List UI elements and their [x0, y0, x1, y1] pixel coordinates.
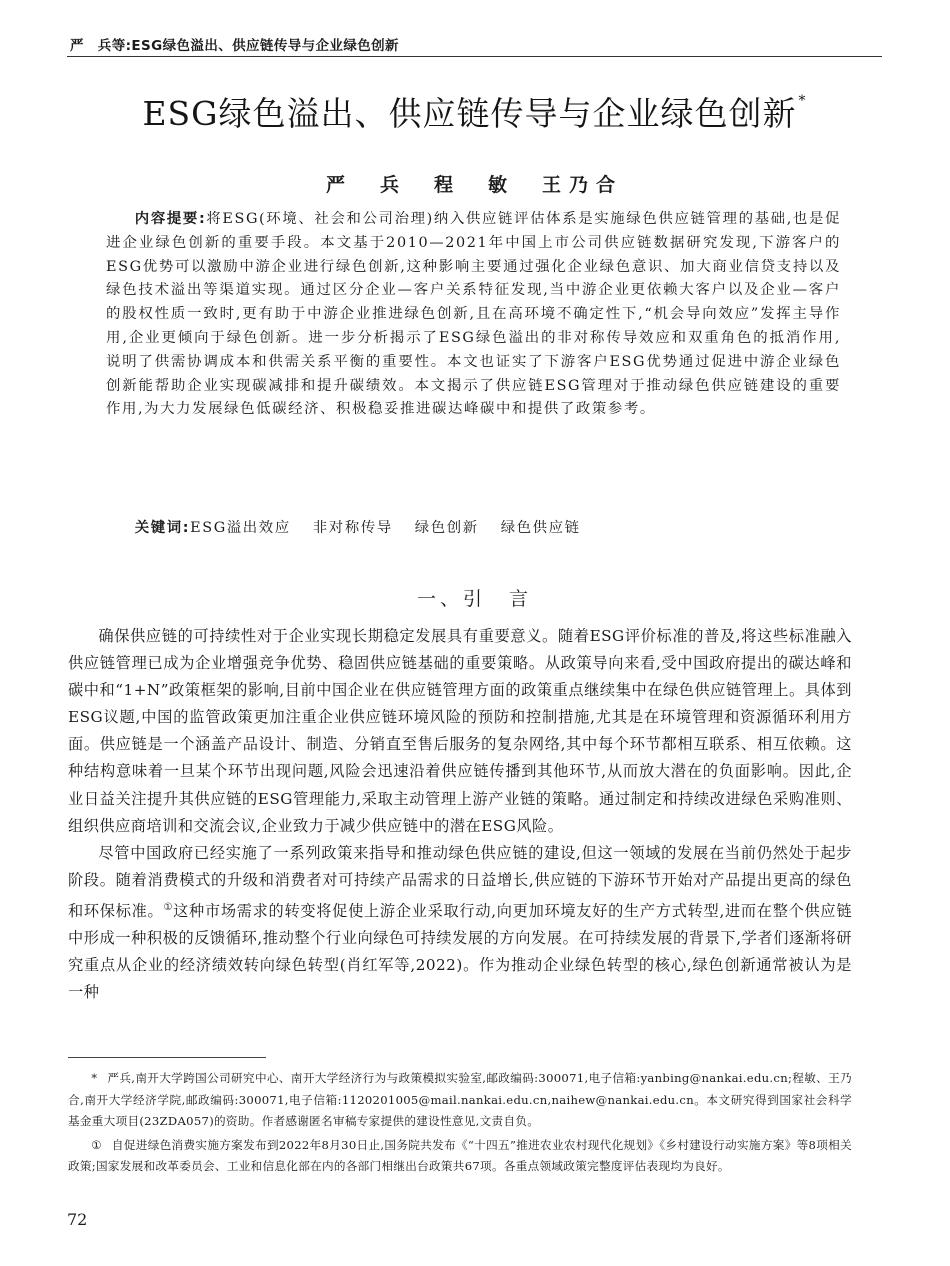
footnote-reference[interactable]: ① — [163, 901, 174, 913]
keyword: ESG溢出效应 — [190, 520, 291, 536]
footnote-text: 严兵,南开大学跨国公司研究中心、南开大学经济行为与政策模拟实验室,邮政编码:300071,电子信箱:yanbing@nankai.edu.cn;程敏、王乃合,南开大学经济学院,邮政编码:300071,电子信箱:1120201005@mail.nankai.edu.cn,naihew@nankai.edu.cn。本文研究得到国家社会科学基金重大项目(23ZDA057)的资助。作者感谢匿名审稿专家提供的建设性意见,文责自负。 — [68, 1071, 852, 1129]
keyword: 非对称传导 — [312, 520, 393, 536]
author-list: 严 兵 程 敏 王乃合 — [325, 174, 623, 196]
body-text — [68, 623, 852, 1006]
keyword: 绿色创新 — [414, 520, 479, 536]
keywords — [106, 516, 841, 537]
abstract — [106, 208, 841, 422]
title-footnote-mark: * — [798, 93, 807, 109]
body-paragraph-text: 尽管中国政府已经实施了一系列政策来指导和推动绿色供应链的建设,但这一领域的发展在当前仍然处于起步阶段。随着消费模式的升级和消费者对可持续产品需求的日益增长,供应链的下游环节开始对产品提出更高的绿色和环保标准。 — [68, 843, 852, 920]
footnote-mark: * — [91, 1071, 98, 1085]
abstract-label: 内容提要: — [134, 211, 207, 227]
body-paragraph: 确保供应链的可持续性对于企业实现长期稳定发展具有重要意义。随着ESG评价标准的普及,将这些标准融入供应链管理已成为企业增强竞争优势、稳固供应链基础的重要策略。从政策导向来看,受中国政府提出的碳达峰和碳中和“1+N”政策框架的影响,目前中国企业在供应链管理方面的政策重点继续集中在绿色供应链管理上。具体到ESG议题,中国的监管政策更加注重企业供应链环境风险的预防和控制措施,尤其是在环境管理和资源循环利用方面。供应链是一个涵盖产品设计、制造、分销直至售后服务的复杂网络,其中每个环节都相互联系、相互依赖。这种结构意味着一旦某个环节出现问题,风险会迅速沿着供应链传播到其他环节,从而放大潜在的负面影响。因此,企业日益关注提升其供应链的ESG管理能力,采取主动管理上游产业链的策略。通过制定和持续改进绿色采购准则、组织供应商培训和交流会议,企业致力于减少供应链中的潜在ESG风险。 — [68, 627, 852, 835]
footnote-mark: ① — [91, 1137, 102, 1152]
footnote — [68, 1135, 852, 1178]
header-rule — [67, 56, 882, 57]
running-header: 严 兵等:ESG绿色溢出、供应链传导与企业绿色创新 — [70, 38, 399, 54]
keywords-label: 关键词: — [134, 520, 191, 536]
footnote — [68, 1068, 852, 1133]
body-paragraph-text: 这种市场需求的转变将促使上游企业采取行动,向更加环境友好的生产方式转型,进而在整个供应链中形成一种积极的反馈循环,推动整个行业向绿色可持续发展的方向发展。在可持续发展的背景下,学者们逐渐将研究重点从企业的经济绩效转向绿色转型(肖红军等,2022)。作为推动企业绿色转型的核心,绿色创新通常被认为是一种 — [68, 901, 853, 1002]
article-title-text: ESG绿色溢出、供应链传导与企业绿色创新 — [142, 94, 797, 133]
footnotes — [68, 1068, 852, 1180]
article-title — [67, 88, 882, 135]
section-heading: 一、引 言 — [416, 588, 532, 610]
footnote-rule — [68, 1057, 266, 1058]
keyword: 绿色供应链 — [500, 520, 581, 536]
footnote-text: 自促进绿色消费实施方案发布到2022年8月30日止,国务院共发布《“十四五”推进农业农村现代化规划》《乡村建设行动实施方案》等8项相关政策;国家发展和改革委员会、工业和信息化部在内的各部门相继出台政策共67项。各重点领域政策完整度评估表现均为良好。 — [68, 1137, 852, 1174]
abstract-text: 将ESG(环境、社会和公司治理)纳入供应链评估体系是实施绿色供应链管理的基础,也是促进企业绿色创新的重要手段。本文基于2010—2021年中国上市公司供应链数据研究发现,下游客户的ESG优势可以激励中游企业进行绿色创新,这种影响主要通过强化企业绿色意识、加大商业信贷支持以及绿色技术溢出等渠道实现。通过区分企业—客户关系特征发现,当中游企业更依赖大客户以及企业—客户的股权性质一致时,更有助于中游企业推进绿色创新,且在高环境不确定性下,“机会导向效应”发挥主导作用,企业更倾向于绿色创新。进一步分析揭示了ESG绿色溢出的非对称传导效应和双重角色的抵消作用,说明了供需协调成本和供需关系平衡的重要性。本文也证实了下游客户ESG优势通过促进中游企业绿色创新能帮助企业实现碳减排和提升碳绩效。本文揭示了供应链ESG管理对于推动绿色供应链建设的重要作用,为大力发展绿色低碳经济、积极稳妥推进碳达峰碳中和提供了政策参考。 — [106, 211, 841, 418]
body-paragraph — [68, 840, 852, 1007]
page-number: 72 — [67, 1210, 88, 1229]
